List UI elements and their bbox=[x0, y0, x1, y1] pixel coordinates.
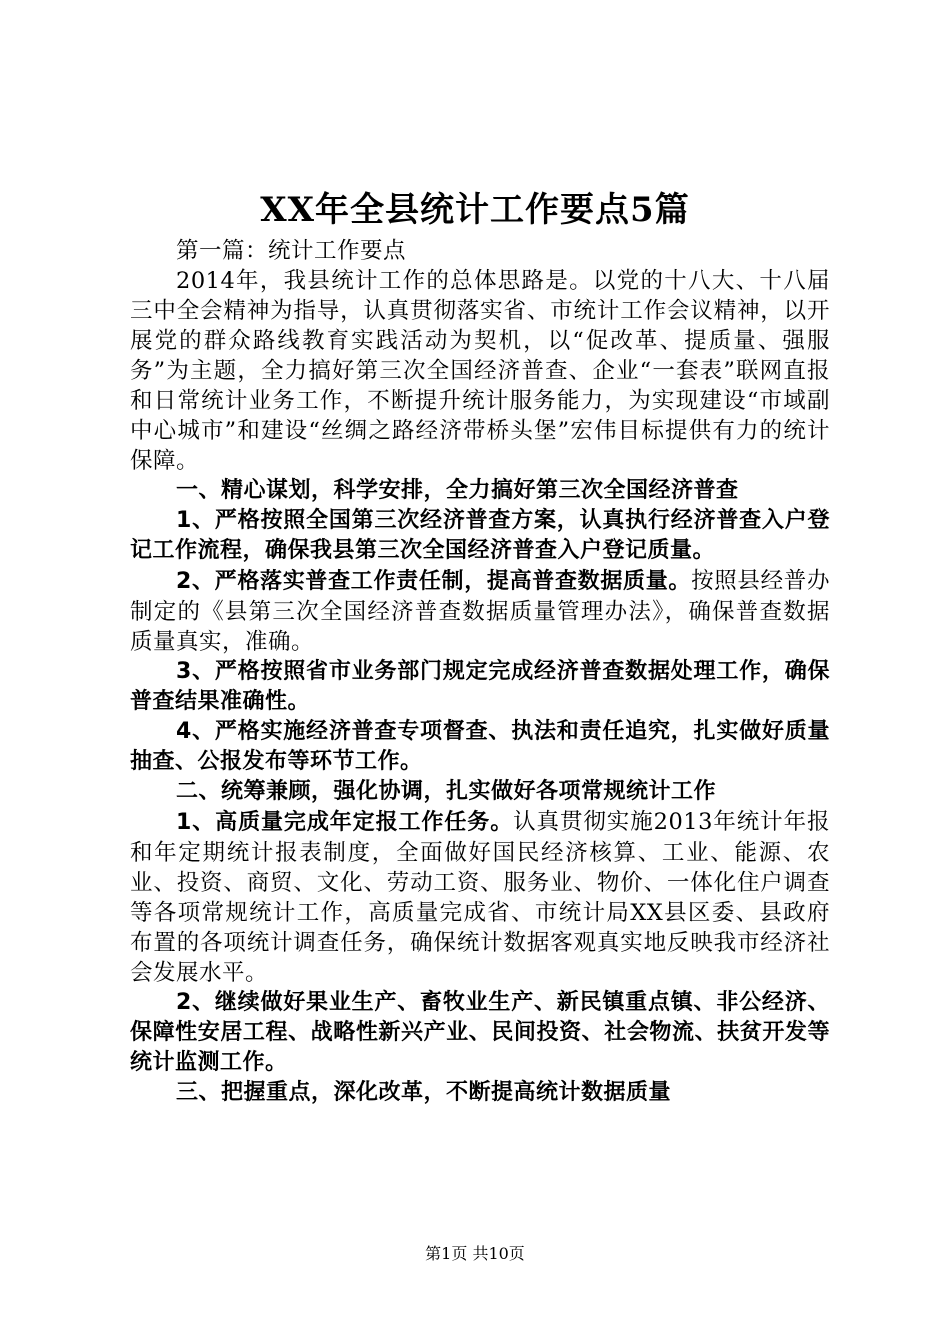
paragraph: 1、严格按照全国第三次经济普查方案，认真执行经济普查入户登记工作流程，确保我县第三次全国经济普查入户登记质量。 bbox=[130, 508, 830, 563]
paragraph: 3、严格按照省市业务部门规定完成经济普查数据处理工作，确保普查结果准确性。 bbox=[130, 659, 830, 714]
paragraph bbox=[130, 807, 830, 988]
section-heading: 一、精心谋划，科学安排，全力搞好第三次全国经济普查 bbox=[176, 478, 739, 503]
paragraph: 2、继续做好果业生产、畜牧业生产、新民镇重点镇、非公经济、保障性安居工程、战略性新兴产业、民间投资、社会物流、扶贫开发等统计监测工作。 bbox=[130, 990, 830, 1075]
paragraph-body: 按照县经普办制定的《县第三次全国经济普查数据质量管理办法》，确保普查数据质量真实，准确。 bbox=[130, 568, 830, 655]
section-heading: 二、统筹兼顾，强化协调，扎实做好各项常规统计工作 bbox=[176, 779, 717, 804]
section-heading: 第一篇：统计工作要点 bbox=[176, 238, 407, 264]
paragraph: 4、严格实施经济普查专项督查、执法和责任追究，扎实做好质量抽查、公报发布等环节工作。 bbox=[130, 719, 830, 774]
section-heading: 三、把握重点，深化改革，不断提高统计数据质量 bbox=[176, 1080, 672, 1105]
paragraph bbox=[130, 566, 830, 657]
document-body bbox=[130, 236, 830, 1108]
page-footer: 第1页 共10页 bbox=[425, 1244, 525, 1263]
paragraph-lead: 1、高质量完成年定报工作任务。 bbox=[176, 810, 514, 835]
document-title: XX年全县统计工作要点5篇 bbox=[260, 190, 690, 230]
paragraph-lead: 2、严格落实普查工作责任制，提高普查数据质量。 bbox=[176, 569, 692, 594]
paragraph-body: 认真贯彻实施2013年统计年报和年定期统计报表制度，全面做好国民经济核算、工业、能源、农业、投资、商贸、文化、劳动工资、服务业、物价、一体化住户调查等各项常规统计工作，高质量完成省、市统计局XX县区委、县政府布置的各项统计调查任务，确保统计数据客观真实地反映我市经济社会发展水平。 bbox=[130, 809, 831, 986]
paragraph: 2014年，我县统计工作的总体思路是。以党的十八大、十八届三中全会精神为指导，认真贯彻落实省、市统计工作会议精神，以开展党的群众路线教育实践活动为契机，以“促改革、提质量、强服务”为主题，全力搞好第三次全国经济普查、企业“一套表”联网直报和日常统计业务工作，不断提升统计服务能力，为实现建设“市域副中心城市”和建设“丝绸之路经济带桥头堡”宏伟目标提供有力的统计保障。 bbox=[130, 268, 830, 474]
